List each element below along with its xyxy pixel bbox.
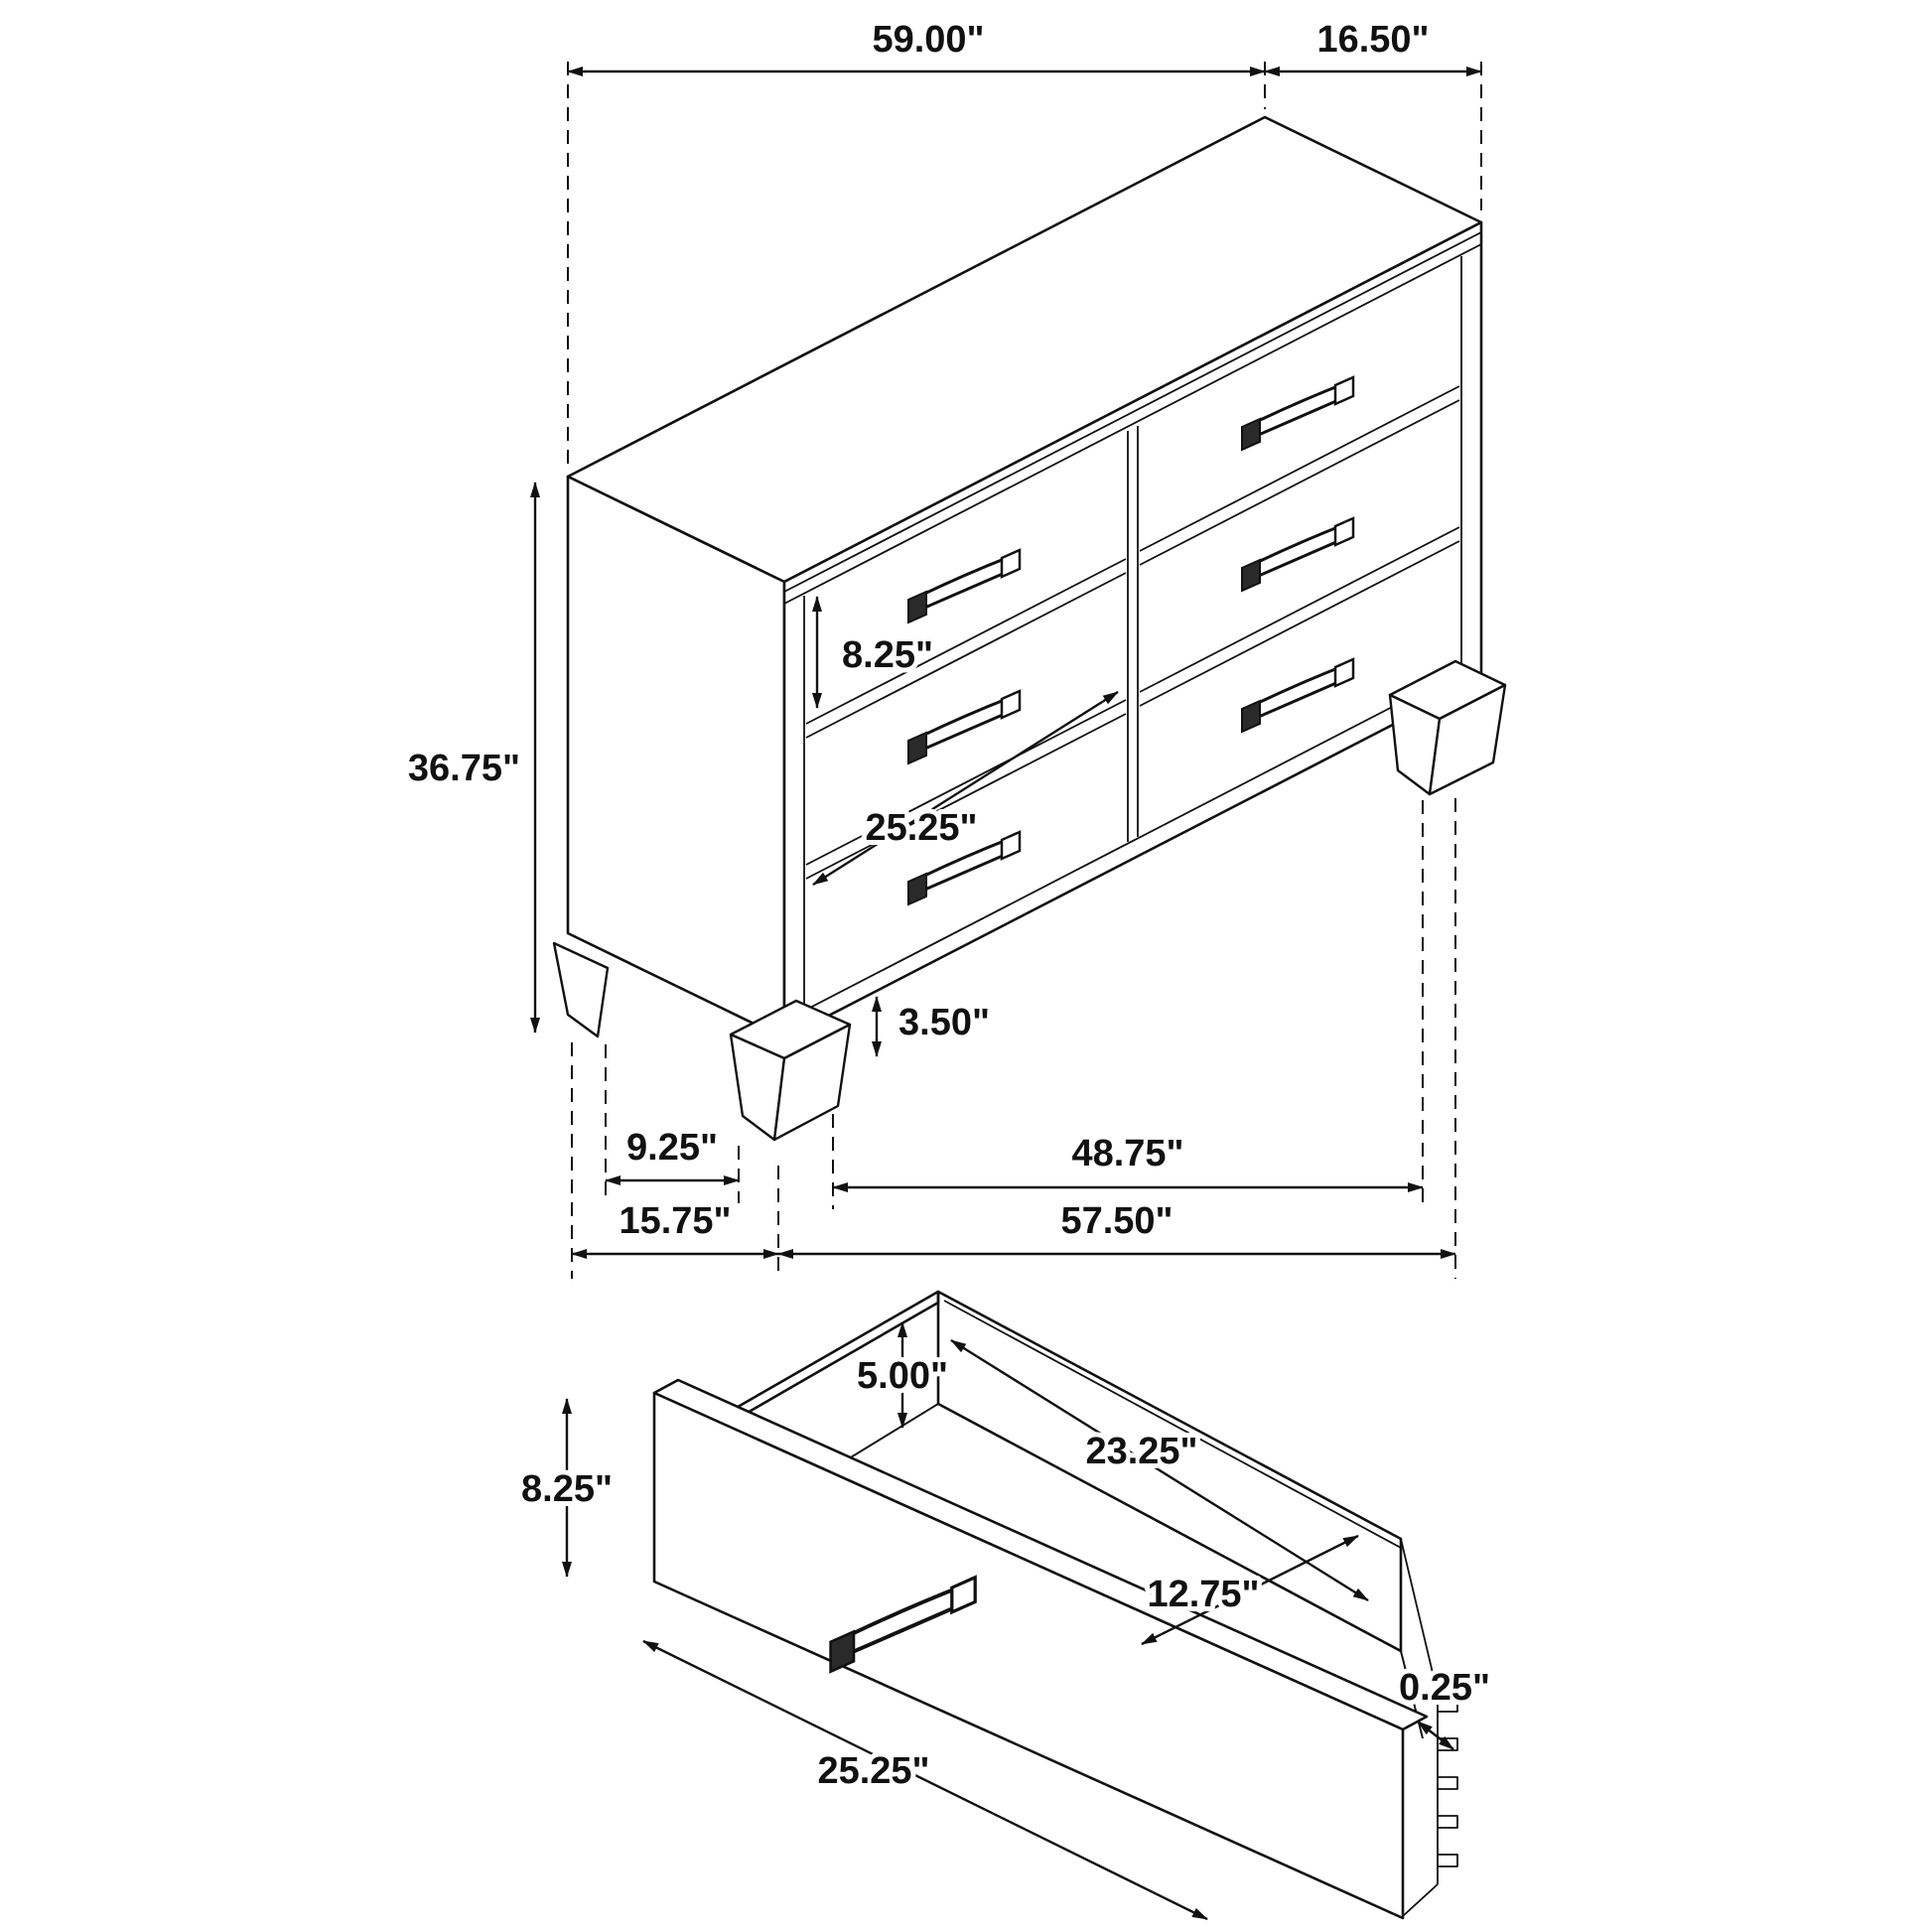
dresser-case — [568, 117, 1481, 1038]
dim-label-drawer-front-width: 25.25" — [865, 807, 978, 849]
dim-label-side-thickness: 0.25" — [1399, 1667, 1490, 1709]
dim-height — [408, 483, 535, 1033]
dim-label-front-feet-span: 48.75" — [1071, 1133, 1184, 1174]
dim2-side-height — [857, 1322, 948, 1428]
dovetail-joint-teeth — [1438, 1700, 1457, 1866]
dim-label-feet-depth-inner: 9.25" — [626, 1127, 718, 1169]
dresser-figure — [408, 19, 1505, 1279]
dim-label-interior-depth: 12.75" — [1147, 1574, 1260, 1615]
drawer-figure — [521, 1292, 1490, 1919]
dim-label-depth-top: 16.50" — [1316, 19, 1430, 61]
dim-label-interior-length: 23.25" — [1085, 1431, 1198, 1472]
dim2-front-height — [521, 1399, 613, 1577]
drawer-back-panel-edge — [944, 1301, 1401, 1548]
dim2-interior-depth — [1142, 1536, 1358, 1644]
dim-label-width-top: 59.00" — [872, 19, 985, 61]
dim-label-foot-height: 3.50" — [898, 1002, 990, 1043]
dim-label-front-width: 25.25" — [817, 1750, 930, 1792]
dim-label-drawer-front-height: 8.25" — [842, 634, 933, 676]
dim-label-base-depth-overall: 15.75" — [619, 1200, 732, 1242]
dimension-line — [1418, 1722, 1453, 1749]
dim-label-side-height: 5.00" — [857, 1355, 948, 1397]
dim2-side-thickness — [1399, 1667, 1490, 1749]
dim-feet-depth-inner — [606, 1044, 739, 1203]
dim-label-base-width-overall: 57.50" — [1060, 1200, 1173, 1242]
dim-foot-height — [877, 997, 990, 1056]
dim-label-front-height: 8.25" — [521, 1468, 613, 1510]
back-left-foot — [554, 943, 608, 1036]
dim-label-height: 36.75" — [407, 748, 520, 789]
